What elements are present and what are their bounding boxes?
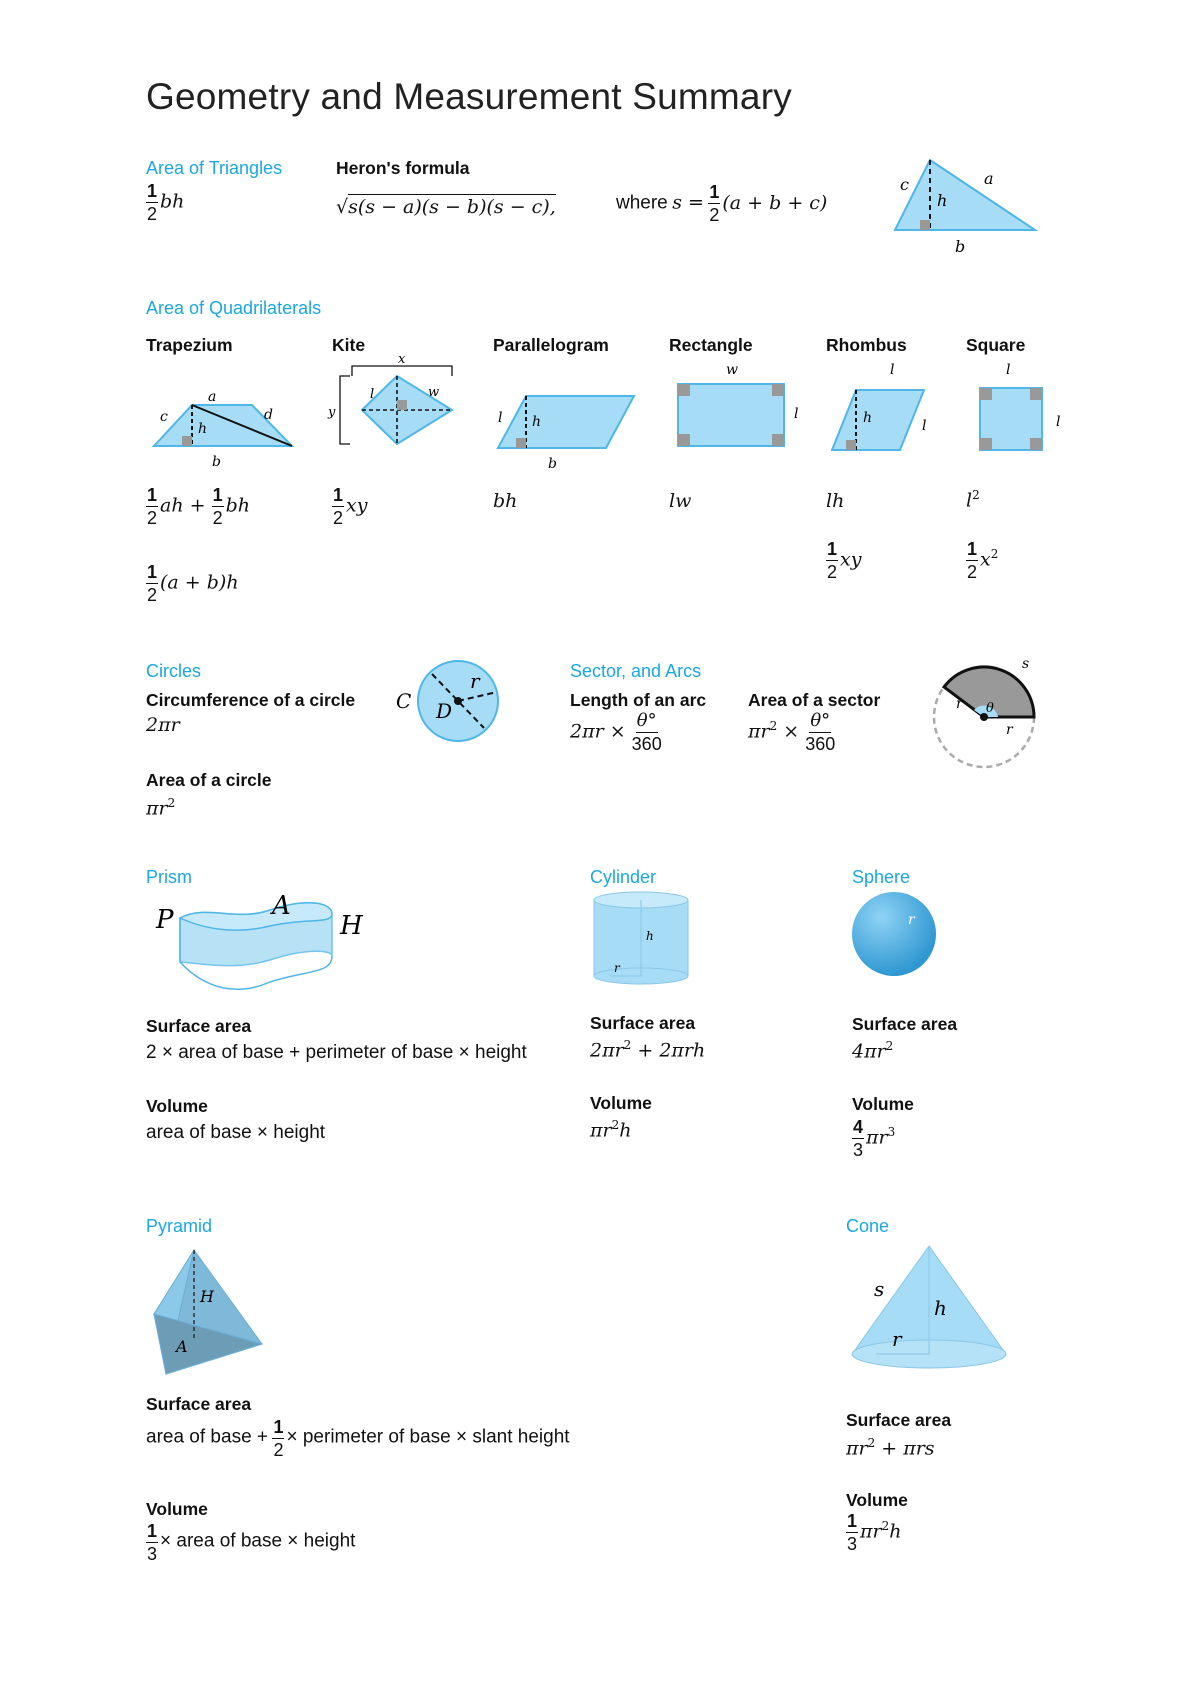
- parallelogram-diagram: [490, 388, 640, 472]
- svg-text:s: s: [874, 1277, 885, 1301]
- circle-area-formula: $\pi r^2$: [146, 796, 176, 820]
- square-formula-2: $\frac{1}{2}$ $x^2$: [967, 539, 999, 582]
- triangle-diagram: [880, 150, 1040, 260]
- svg-text:y: y: [328, 405, 336, 420]
- svg-text:l: l: [922, 418, 927, 434]
- svg-text:s: s: [1022, 656, 1030, 672]
- svg-text:h: h: [646, 929, 654, 943]
- svg-text:r: r: [614, 961, 620, 975]
- svg-text:w: w: [428, 385, 440, 400]
- rhombus-label: Rhombus: [826, 335, 907, 355]
- kite-formula: $\frac{1}{2}$ xy: [333, 485, 368, 528]
- prism-surface-label: Surface area: [146, 1016, 252, 1036]
- svg-text:a: a: [984, 169, 994, 188]
- heron-where: where s = $\frac{1}{2}$ (a + b + c): [616, 182, 828, 225]
- pyramid-volume-formula: $\frac{1}{3}$ × area of base × height: [147, 1521, 356, 1564]
- pyramid-surface-label: Surface area: [146, 1394, 252, 1414]
- cone-surface-formula: $\pi r^2 + \pi rs$: [846, 1436, 935, 1460]
- svg-text:a: a: [208, 389, 217, 405]
- sphere-surface-label: Surface area: [852, 1014, 958, 1034]
- prism-diagram: [146, 890, 376, 990]
- svg-text:h: h: [532, 414, 542, 430]
- arc-formula: 2πr × $\frac{\theta^\circ}{360}$: [570, 710, 662, 754]
- sphere-heading: Sphere: [852, 867, 911, 887]
- svg-text:b: b: [955, 237, 966, 256]
- svg-text:l: l: [370, 387, 375, 402]
- prism-surface-formula: 2 × area of base + perimeter of base × height: [146, 1042, 527, 1063]
- prism-heading: Prism: [146, 867, 192, 887]
- cone-volume-label: Volume: [846, 1490, 908, 1510]
- sphere-volume-label: Volume: [852, 1094, 914, 1114]
- cylinder-volume-label: Volume: [590, 1093, 652, 1113]
- svg-text:r: r: [956, 696, 963, 712]
- trapezium-diagram: [150, 388, 300, 468]
- cylinder-volume-formula: $\pi r^2h$: [590, 1118, 632, 1142]
- svg-text:h: h: [937, 191, 948, 210]
- svg-text:c: c: [160, 409, 168, 425]
- kite-diagram: [328, 352, 460, 458]
- page-title: Geometry and Measurement Summary: [146, 76, 792, 117]
- svg-text:A: A: [176, 1337, 188, 1356]
- svg-text:h: h: [934, 1296, 947, 1320]
- prism-volume-formula: area of base × height: [146, 1122, 326, 1143]
- svg-text:C: C: [396, 689, 412, 713]
- svg-text:l: l: [1006, 362, 1011, 378]
- sectors-heading: Sector, and Arcs: [570, 661, 702, 681]
- heron-label: Heron's formula: [336, 158, 470, 178]
- svg-text:P: P: [156, 905, 174, 935]
- prism-volume-label: Volume: [146, 1096, 208, 1116]
- svg-text:w: w: [726, 362, 738, 378]
- pyramid-volume-label: Volume: [146, 1499, 208, 1519]
- square-label: Square: [966, 335, 1026, 355]
- svg-text:l: l: [498, 410, 503, 426]
- rhombus-formula-2: $\frac{1}{2}$ xy: [827, 539, 862, 582]
- rectangle-diagram: [670, 360, 810, 460]
- svg-text:H: H: [340, 911, 363, 941]
- cylinder-surface-label: Surface area: [590, 1013, 696, 1033]
- trapezium-label: Trapezium: [146, 335, 233, 355]
- svg-text:r: r: [470, 669, 480, 693]
- rhombus-formula-1: lh: [826, 490, 845, 512]
- svg-text:θ: θ: [986, 701, 994, 716]
- cylinder-heading: Cylinder: [590, 867, 657, 887]
- heron-formula: √s(s − a)(s − b)(s − c),: [336, 196, 556, 218]
- sphere-volume-formula: $\frac{4}{3}$ $\pi r^3$: [853, 1117, 896, 1160]
- rectangle-label: Rectangle: [669, 335, 753, 355]
- svg-text:x: x: [398, 352, 406, 367]
- svg-text:r: r: [908, 912, 915, 928]
- svg-text:d: d: [264, 407, 273, 423]
- circle-diagram: [394, 656, 504, 746]
- kite-label: Kite: [332, 335, 366, 355]
- trapezium-formula-2: $\frac{1}{2}$ (a + b)h: [147, 562, 239, 605]
- pyramid-diagram: [146, 1242, 276, 1382]
- svg-text:l: l: [1056, 414, 1061, 430]
- svg-text:r: r: [1006, 722, 1013, 738]
- cylinder-diagram: [590, 890, 700, 990]
- svg-text:A: A: [272, 891, 291, 921]
- square-diagram: [966, 360, 1076, 460]
- sector-diagram: [926, 652, 1046, 772]
- cone-diagram: [846, 1240, 1016, 1380]
- rhombus-diagram: [826, 360, 946, 460]
- svg-text:h: h: [863, 410, 873, 426]
- triangles-heading: Area of Triangles: [146, 158, 283, 178]
- quadrilaterals-heading: Area of Quadrilaterals: [146, 298, 322, 318]
- svg-text:h: h: [198, 421, 208, 437]
- parallelogram-formula: bh: [493, 490, 518, 512]
- svg-text:D: D: [436, 699, 453, 723]
- circumference-formula: 2πr: [146, 714, 180, 736]
- cone-surface-label: Surface area: [846, 1410, 952, 1430]
- svg-text:c: c: [900, 175, 909, 194]
- circles-heading: Circles: [146, 661, 202, 681]
- sector-area-formula: $\pi r^2$ × $\frac{\theta^\circ}{360}$: [748, 710, 836, 754]
- trapezium-formula-1: $\frac{1}{2}$ ah + $\frac{1}{2}$ bh: [147, 485, 251, 528]
- parallelogram-label: Parallelogram: [493, 335, 609, 355]
- svg-text:b: b: [212, 454, 221, 470]
- sphere-surface-formula: $4\pi r^2$: [852, 1039, 894, 1063]
- svg-text:l: l: [890, 362, 895, 378]
- pyramid-surface-formula: area of base + $\frac{1}{2}$ × perimeter of base × slant height: [146, 1417, 570, 1460]
- square-formula-1: $l^2$: [966, 488, 980, 512]
- svg-text:b: b: [548, 456, 557, 472]
- svg-text:r: r: [892, 1327, 902, 1351]
- svg-text:l: l: [794, 406, 799, 422]
- cylinder-surface-formula: $2\pi r^2 + 2\pi rh$: [590, 1038, 706, 1062]
- cone-heading: Cone: [846, 1216, 890, 1236]
- arc-label: Length of an arc: [570, 690, 707, 710]
- cone-volume-formula: $\frac{1}{3}$ $\pi r^2h$: [847, 1511, 902, 1554]
- sector-area-label: Area of a sector: [748, 690, 881, 710]
- rectangle-formula: lw: [669, 490, 692, 512]
- svg-text:H: H: [200, 1287, 214, 1306]
- sphere-diagram: [852, 890, 942, 980]
- triangle-area-formula: $\frac{1}{2}$ bh: [147, 181, 185, 224]
- circumference-label: Circumference of a circle: [146, 690, 356, 710]
- circle-area-label: Area of a circle: [146, 770, 272, 790]
- pyramid-heading: Pyramid: [146, 1216, 213, 1236]
